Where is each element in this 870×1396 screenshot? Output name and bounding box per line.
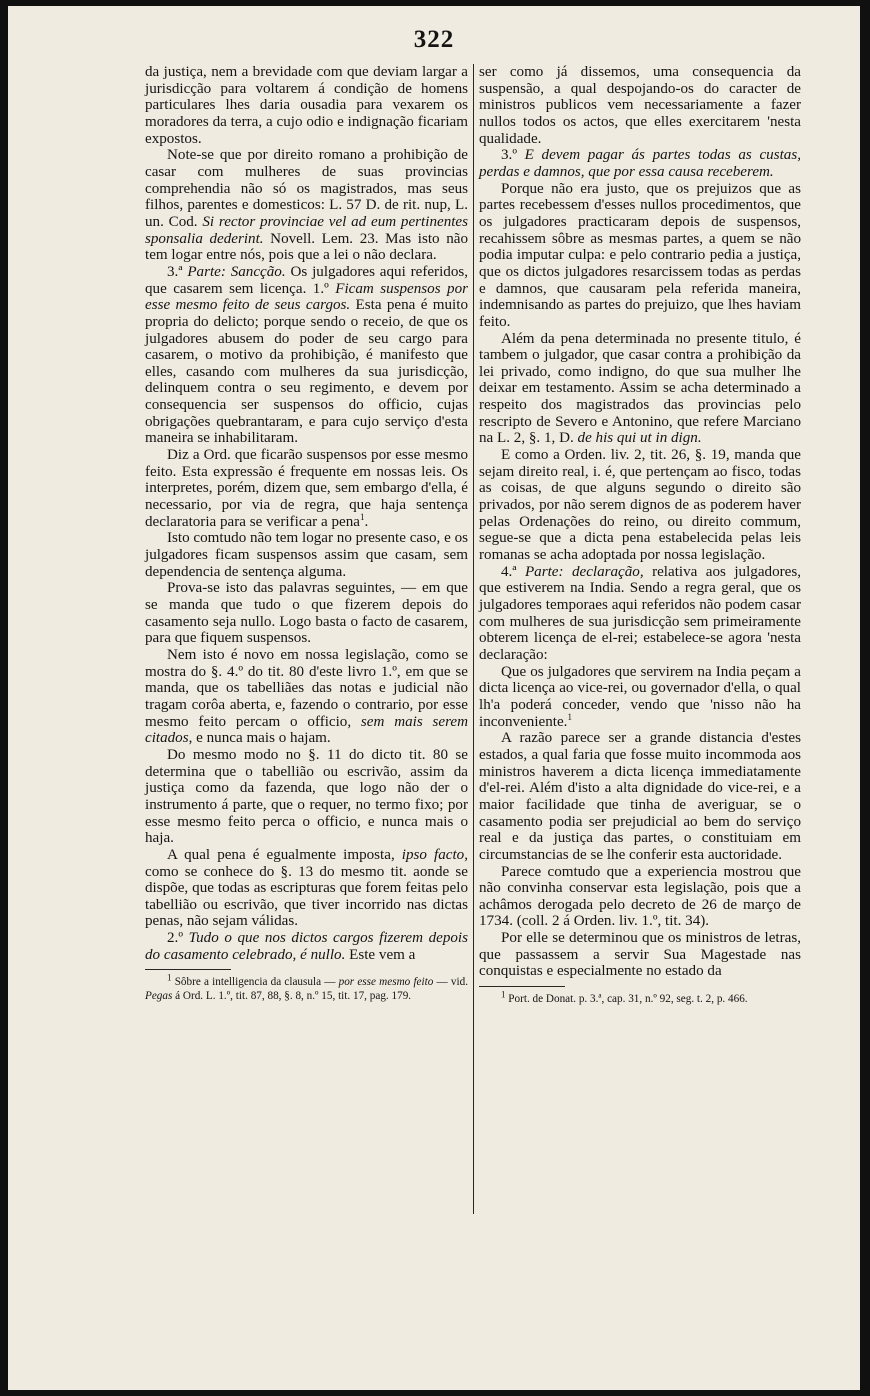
page-number: 322	[413, 26, 455, 53]
paragraph: A qual pena é egualmente imposta, ipso facto, como se conhece do §. 13 do mesmo tit. aonde se dispõe, que todas as escripturas que forem feitas pelo tabellião ou escrivão, que tiver incorrido nas dictas penas, não sejam válidas.	[145, 846, 468, 930]
column-divider	[473, 64, 474, 1214]
paragraph-part3-heading: 3.ª Parte: Sancção. Os julgadores aqui referidos, que casarem sem licença. 1.º Ficam suspensos por esse mesmo feito de seus cargos. Esta pena é muito propria do delicto; porque sendo o receio, de que os julgadores abusem do poder de seu cargo para casarem, o motivo da prohibição, é manifesto que elles, casando com mulheres da sua jurisdicção, delinquem contra o seu regimento, e devem por consequencia ser suspensos do officio, cujas obrigações quebrantaram, e para cujo serviço d'esta maneira se inhabilitaram.	[145, 263, 469, 447]
paragraph: 2.º Tudo o que nos dictos cargos fizerem depois do casamento celebrado, é nullo. Este vem a	[145, 930, 468, 963]
paragraph: Prova-se isto das palavras seguintes, — em que se manda que tudo o que fizerem depois do casamento seja nullo. Logo basta o facto de casarem, para que fiquem suspensos.	[145, 580, 468, 647]
footnote: $^1$ Port. de Donat. p. 3.ª, cap. 31, n.º 92, seg. t. 2, p. 466.	[501, 989, 748, 1006]
paragraph: 3.º E devem pagar ás partes todas as custas, perdas e damnos, que por essa causa receberem.	[479, 147, 801, 180]
paragraph: Além da pena determinada no presente titulo, é tambem o julgador, que casar contra a prohibição da lei privado, como indigno, do que sua mulher lhe deixar em testamento. Assim se acha determinado a respeito dos magistrados das provincias pelo rescripto de Severo e Antonino, que refere Marciano na L. 2, §. 1, D. de his qui ut in dign.	[479, 330, 801, 447]
footnote-ref: 1	[567, 711, 572, 722]
footnote-rule	[145, 969, 231, 970]
footnote: $^1$ Sôbre a intelligencia da clausula — por esse mesmo feito — vid. Pegas á Ord. L. 1.º, tit. 87, 88, §. 8, n.º 15, tit. 17, pag. 179.	[145, 972, 468, 1003]
paragraph: Que os julgadores que servirem na India peçam a dicta licença ao vice-rei, ou governador d'ella, o qual lh'a poderá conceder, vendo que 'nisso não ha inconveniente.$^1$	[479, 663, 801, 730]
footnote-rule	[479, 986, 565, 987]
paragraph: Diz a Ord. que ficarão suspensos por esse mesmo feito. Esta expressão é frequente em nossas leis. Os interpretes, porém, dizem que, sem embargo d'ella, é necessario, por via de regra, que haja sentença declaratoria para se verificar a pena$^1$.	[145, 447, 468, 530]
paragraph: E como a Orden. liv. 2, tit. 26, §. 19, manda que sejam direito real, i. é, que pertençam ao fisco, todas as coisas, de que alguns segundo o direito são privados, por não serem dignos de as poderem haver pelas Ordenações do reino, ou direito commum, segue-se que a dicta pena estabelecida pelas leis romanas se acha adoptada por nossa legislação.	[479, 447, 801, 564]
paragraph: Do mesmo modo no §. 11 do dicto tit. 80 se determina que o tabellião ou escrivão, assim da justiça como da fazenda, que logo não der o instrumento á parte, que o requer, no termo fixo; por esse mesmo feito perca o officio, e nunca mais o haja.	[145, 746, 468, 847]
paragraph: A razão parece ser a grande distancia d'estes estados, a qual faria que fosse muito incommoda aos ministros haverem a dicta licença immediatamente d'el-rei. Além d'isto a alta dignidade do vice-rei, e a maior facilidade que tinha de averiguar, se o casamento podia ser prejudicial ao bem do serviço real e da justiça das partes, o constituiam em circumstancias de se lhe conferir esta auctoridade.	[479, 730, 801, 863]
paragraph: Porque não era justo, que os prejuizos que as partes recebessem d'esses nullos procedimentos, que os julgadores practicaram depois de suspensos, recahissem sôbre as mesmas partes, a quem se não podia imputar culpa: e pelo contrario pedia a justiça, que os dictos julgadores resarcissem todas as perdas e damnos, que causaram pela referida maneira, indemnisando as partes do prejuizo, que lhes haviam feito.	[479, 180, 801, 330]
right-column	[479, 64, 801, 1007]
paragraph-part4-heading: 4.ª Parte: declaração, relativa aos julgadores, que estiverem na India. Sendo a regra geral, que os julgadores temporaes aqui referidos não podem casar com mulheres de sua jurisdicção sem primeiramente obterem licença de el-rei; estabelece-se agora 'nesta declaração:	[479, 563, 801, 663]
left-column	[145, 64, 468, 1004]
paragraph: ser como já dissemos, uma consequencia da suspensão, a qual despojando-os do caracter de ministros publicos vem necessariamente a fazer nullos todos os actos, que elles exercitarem 'nesta qualidade.	[479, 64, 801, 147]
paragraph: Isto comtudo não tem logar no presente caso, e os julgadores ficam suspensos assim que casam, sem dependencia de sentença alguma.	[145, 530, 468, 580]
book-page	[8, 6, 860, 1390]
paragraph: Por elle se determinou que os ministros de letras, que passassem a servir Sua Magestade nas conquistas e especialmente no estado da	[479, 930, 801, 980]
paragraph: da justiça, nem a brevidade com que deviam largar a jurisdicção para voltarem á condição de homens particulares lhes daria ousadia para vexarem os moradores da terra, a cujo odio e indignação ficariam expostos.	[145, 64, 468, 147]
paragraph: Note-se que por direito romano a prohibição de casar com mulheres de suas provincias comprehendia não só os magistrados, mas seus filhos, parentes e domesticos: L. 57 D. de rit. nup, L. un. Cod. Si rector provinciae vel ad eum pertinentes sponsalia dederint. Novell. Lem. 23. Mas isto não tem logar entre nós, pois que a lei o não declara.	[145, 147, 469, 264]
paragraph: Nem isto é novo em nossa legislação, como se mostra do §. 4.º do tit. 80 d'este livro 1.º, em que se manda, que os tabelliães das notas e judicial não tragam corôa aberta, e, fazendo o contrario, por esse mesmo feito percam o officio, sem mais serem citados, e nunca mais o hajam.	[145, 646, 468, 747]
footnote-ref: 1	[359, 511, 365, 522]
paragraph: Parece comtudo que a experiencia mostrou que não convinha conservar esta legislação, pois que a achâmos derogada pelo decreto de 26 de março de 1734. (coll. 2 á Orden. liv. 1.º, tit. 34).	[479, 863, 801, 930]
